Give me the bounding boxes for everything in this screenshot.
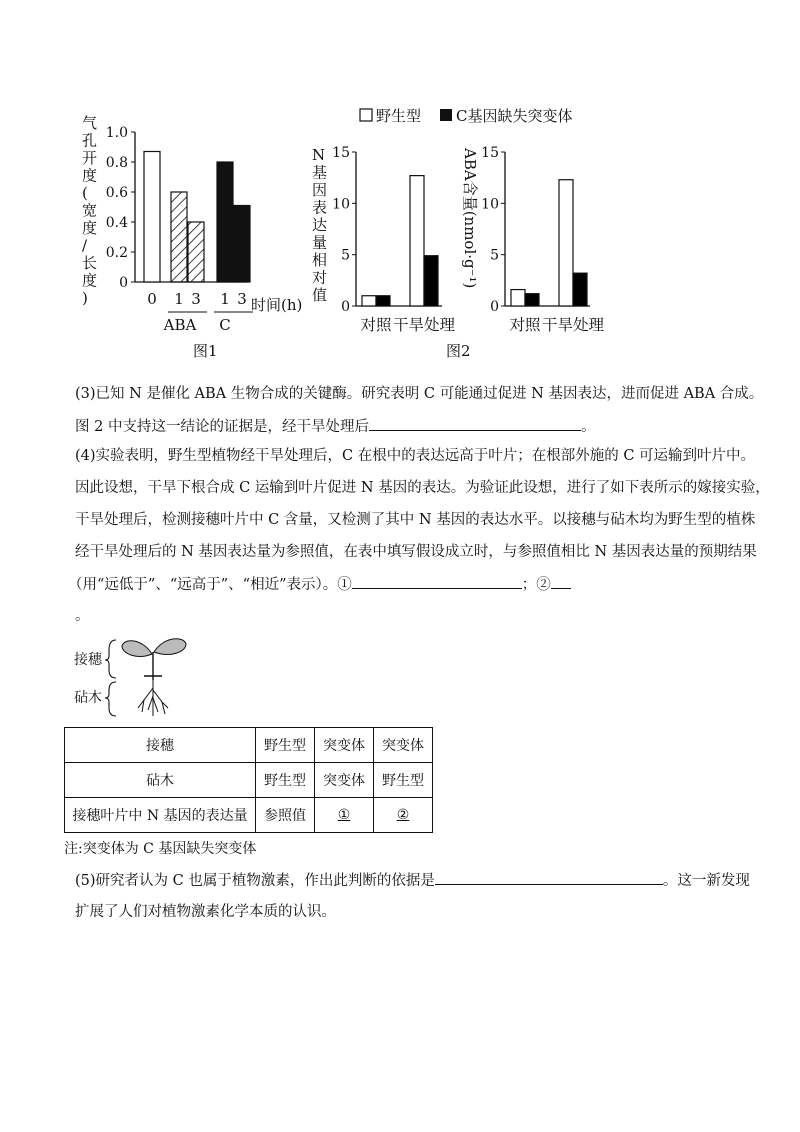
table-note: 注:突变体为 C 基因缺失突变体 xyxy=(64,841,257,857)
q3-line2-text: 图 2 中支持这一结论的证据是，经干旱处理后 xyxy=(75,419,369,435)
table-cell: 突变体 xyxy=(315,763,374,798)
fig2-bar xyxy=(573,273,587,306)
q4-line5 xyxy=(68,574,571,595)
fig1-x-tick-label: 1 xyxy=(220,290,230,308)
fig1-y-tick-label: 0 xyxy=(119,275,128,291)
q5-line1a: (5)研究者认为 C 也属于植物激素，作出此判断的依据是 xyxy=(75,873,435,889)
figure-2 xyxy=(300,100,630,365)
legend-wild-label: 野生型 xyxy=(376,107,422,125)
fig1-ylabel: 气孔开度(宽度/长度) xyxy=(82,114,98,307)
table-cell: 野生型 xyxy=(256,763,315,798)
fig1-bar xyxy=(234,206,250,283)
q4-line6: 。 xyxy=(75,608,90,624)
fig1-y-tick-label: 0.6 xyxy=(105,185,128,201)
q5-line1 xyxy=(75,870,750,891)
scion-label: 接穗 xyxy=(74,652,102,668)
table-row xyxy=(65,728,433,763)
table-cell: 参照值 xyxy=(256,798,315,833)
fig1-y-tick-label: 1.0 xyxy=(105,125,128,141)
q3-answer-blank[interactable] xyxy=(369,416,581,431)
table-cell: 突变体 xyxy=(315,728,374,763)
fig1-y-tick-label: 0.4 xyxy=(105,215,128,231)
graft-table xyxy=(64,727,433,833)
q3-line1: (3)已知 N 是催化 ABA 生物合成的关键酶。研究表明 C 可能通过促进 N 基因表达，进而促进 ABA 合成。 xyxy=(75,386,764,402)
fig1-xlabel: 时间(h) xyxy=(251,296,303,314)
fig2-x-tick-label: 对照 xyxy=(509,316,541,334)
q4-line4: 经干旱处理后的 N 基因表达量为参照值，在表中填写假设成立时，与参照值相比 N 基因表达量的预期结果 xyxy=(75,544,757,560)
fig2-bar xyxy=(511,290,525,306)
fig1-bar xyxy=(144,152,160,283)
q4-line2: 因此设想，干旱下根合成 C 运输到叶片促进 N 基因的表达。为验证此设想，进行了如下表所示的嫁接实验， xyxy=(75,480,770,496)
fig2-caption: 图2 xyxy=(446,342,471,360)
q4-line5a: （用“远低于”、“远高于”、“相近”表示）。① xyxy=(68,577,352,593)
fig2-bar xyxy=(424,256,438,306)
fig1-x-tick-label: 1 xyxy=(174,290,184,308)
fig2-x-tick-label: 对照 xyxy=(360,316,392,334)
fig2-y-tick-label: 15 xyxy=(332,145,350,161)
fig2-y-tick-label: 5 xyxy=(341,247,350,264)
legend-wild-swatch xyxy=(360,109,372,121)
left-leaf xyxy=(122,641,152,657)
rootstock-brace xyxy=(105,682,116,716)
q3-line2 xyxy=(75,416,595,437)
fig1-bar xyxy=(188,222,204,282)
table-row xyxy=(65,798,433,833)
q5-answer-blank[interactable] xyxy=(435,870,663,885)
table-cell: 野生型 xyxy=(256,728,315,763)
table-cell: 接穗 xyxy=(65,728,256,763)
q5-line2: 扩展了人们对植物激素化学本质的认识。 xyxy=(75,904,336,920)
graft-diagram xyxy=(72,630,222,720)
fig1-x-tick-label: 0 xyxy=(147,290,157,308)
fig2-y-tick-label: 0 xyxy=(341,299,350,315)
table-cell: 砧木 xyxy=(65,763,256,798)
figure-1 xyxy=(75,110,315,365)
q5-line1b: 。这一新发现 xyxy=(662,873,750,889)
fig2-ylabel: N 基因表达量相对值 xyxy=(312,146,328,304)
fig2-x-tick-label: 干旱处理 xyxy=(541,316,605,334)
fig1-group-label: C xyxy=(219,316,231,334)
fig1-group-label: ABA xyxy=(163,316,197,334)
table-cell: 野生型 xyxy=(374,763,433,798)
roots xyxy=(138,680,168,716)
fig1-caption: 图1 xyxy=(193,342,218,360)
fig1-y-tick-label: 0.2 xyxy=(105,245,128,261)
fig2-bar xyxy=(410,176,424,306)
table-cell: 接穗叶片中 N 基因的表达量 xyxy=(65,798,256,833)
fig2-y-tick-label: 5 xyxy=(490,247,499,264)
fig2-ylabel: ABA含量(nmol·g⁻¹) xyxy=(461,148,479,289)
fig1-x-tick-label: 3 xyxy=(191,290,201,308)
fig2-y-tick-label: 10 xyxy=(481,196,499,213)
q3-line2-end: 。 xyxy=(580,419,596,435)
q4-line3: 干旱处理后，检测接穗叶片中 C 含量，又检测了其中 N 基因的表达水平。以接穗与砧木均为野生型的植株 xyxy=(75,512,756,528)
fig2-y-tick-label: 15 xyxy=(481,145,499,161)
fig1-bar xyxy=(171,192,187,282)
answer-cell-2[interactable]: ② xyxy=(374,798,433,833)
fig2-x-tick-label: 干旱处理 xyxy=(392,316,456,334)
scion-brace xyxy=(105,640,116,678)
legend-mutant-label: C基因缺失突变体 xyxy=(456,107,573,125)
fig2-y-tick-label: 0 xyxy=(490,299,499,315)
right-leaf xyxy=(154,639,186,655)
fig2-bar xyxy=(376,296,390,306)
rootstock-label: 砧木 xyxy=(74,690,102,706)
fig2-bar xyxy=(559,180,573,306)
q4-line5b: ；② xyxy=(521,577,551,593)
fig2-bar xyxy=(362,296,376,306)
table-cell: 突变体 xyxy=(374,728,433,763)
legend-mutant-swatch xyxy=(440,109,452,121)
q4-line1: (4)实验表明，野生型植物经干旱处理后，C 在根中的表达远高于叶片；在根部外施的 C 可运输到叶片中。 xyxy=(75,448,756,464)
q4-blank-1[interactable] xyxy=(352,574,522,589)
fig2-bar xyxy=(525,294,539,306)
table-row xyxy=(65,763,433,798)
fig1-y-tick-label: 0.8 xyxy=(105,155,128,171)
fig1-x-tick-label: 3 xyxy=(237,290,247,308)
fig1-bar xyxy=(217,162,233,282)
q4-blank-2[interactable] xyxy=(551,574,571,589)
answer-cell-1[interactable]: ① xyxy=(315,798,374,833)
fig2-y-tick-label: 10 xyxy=(332,196,350,213)
